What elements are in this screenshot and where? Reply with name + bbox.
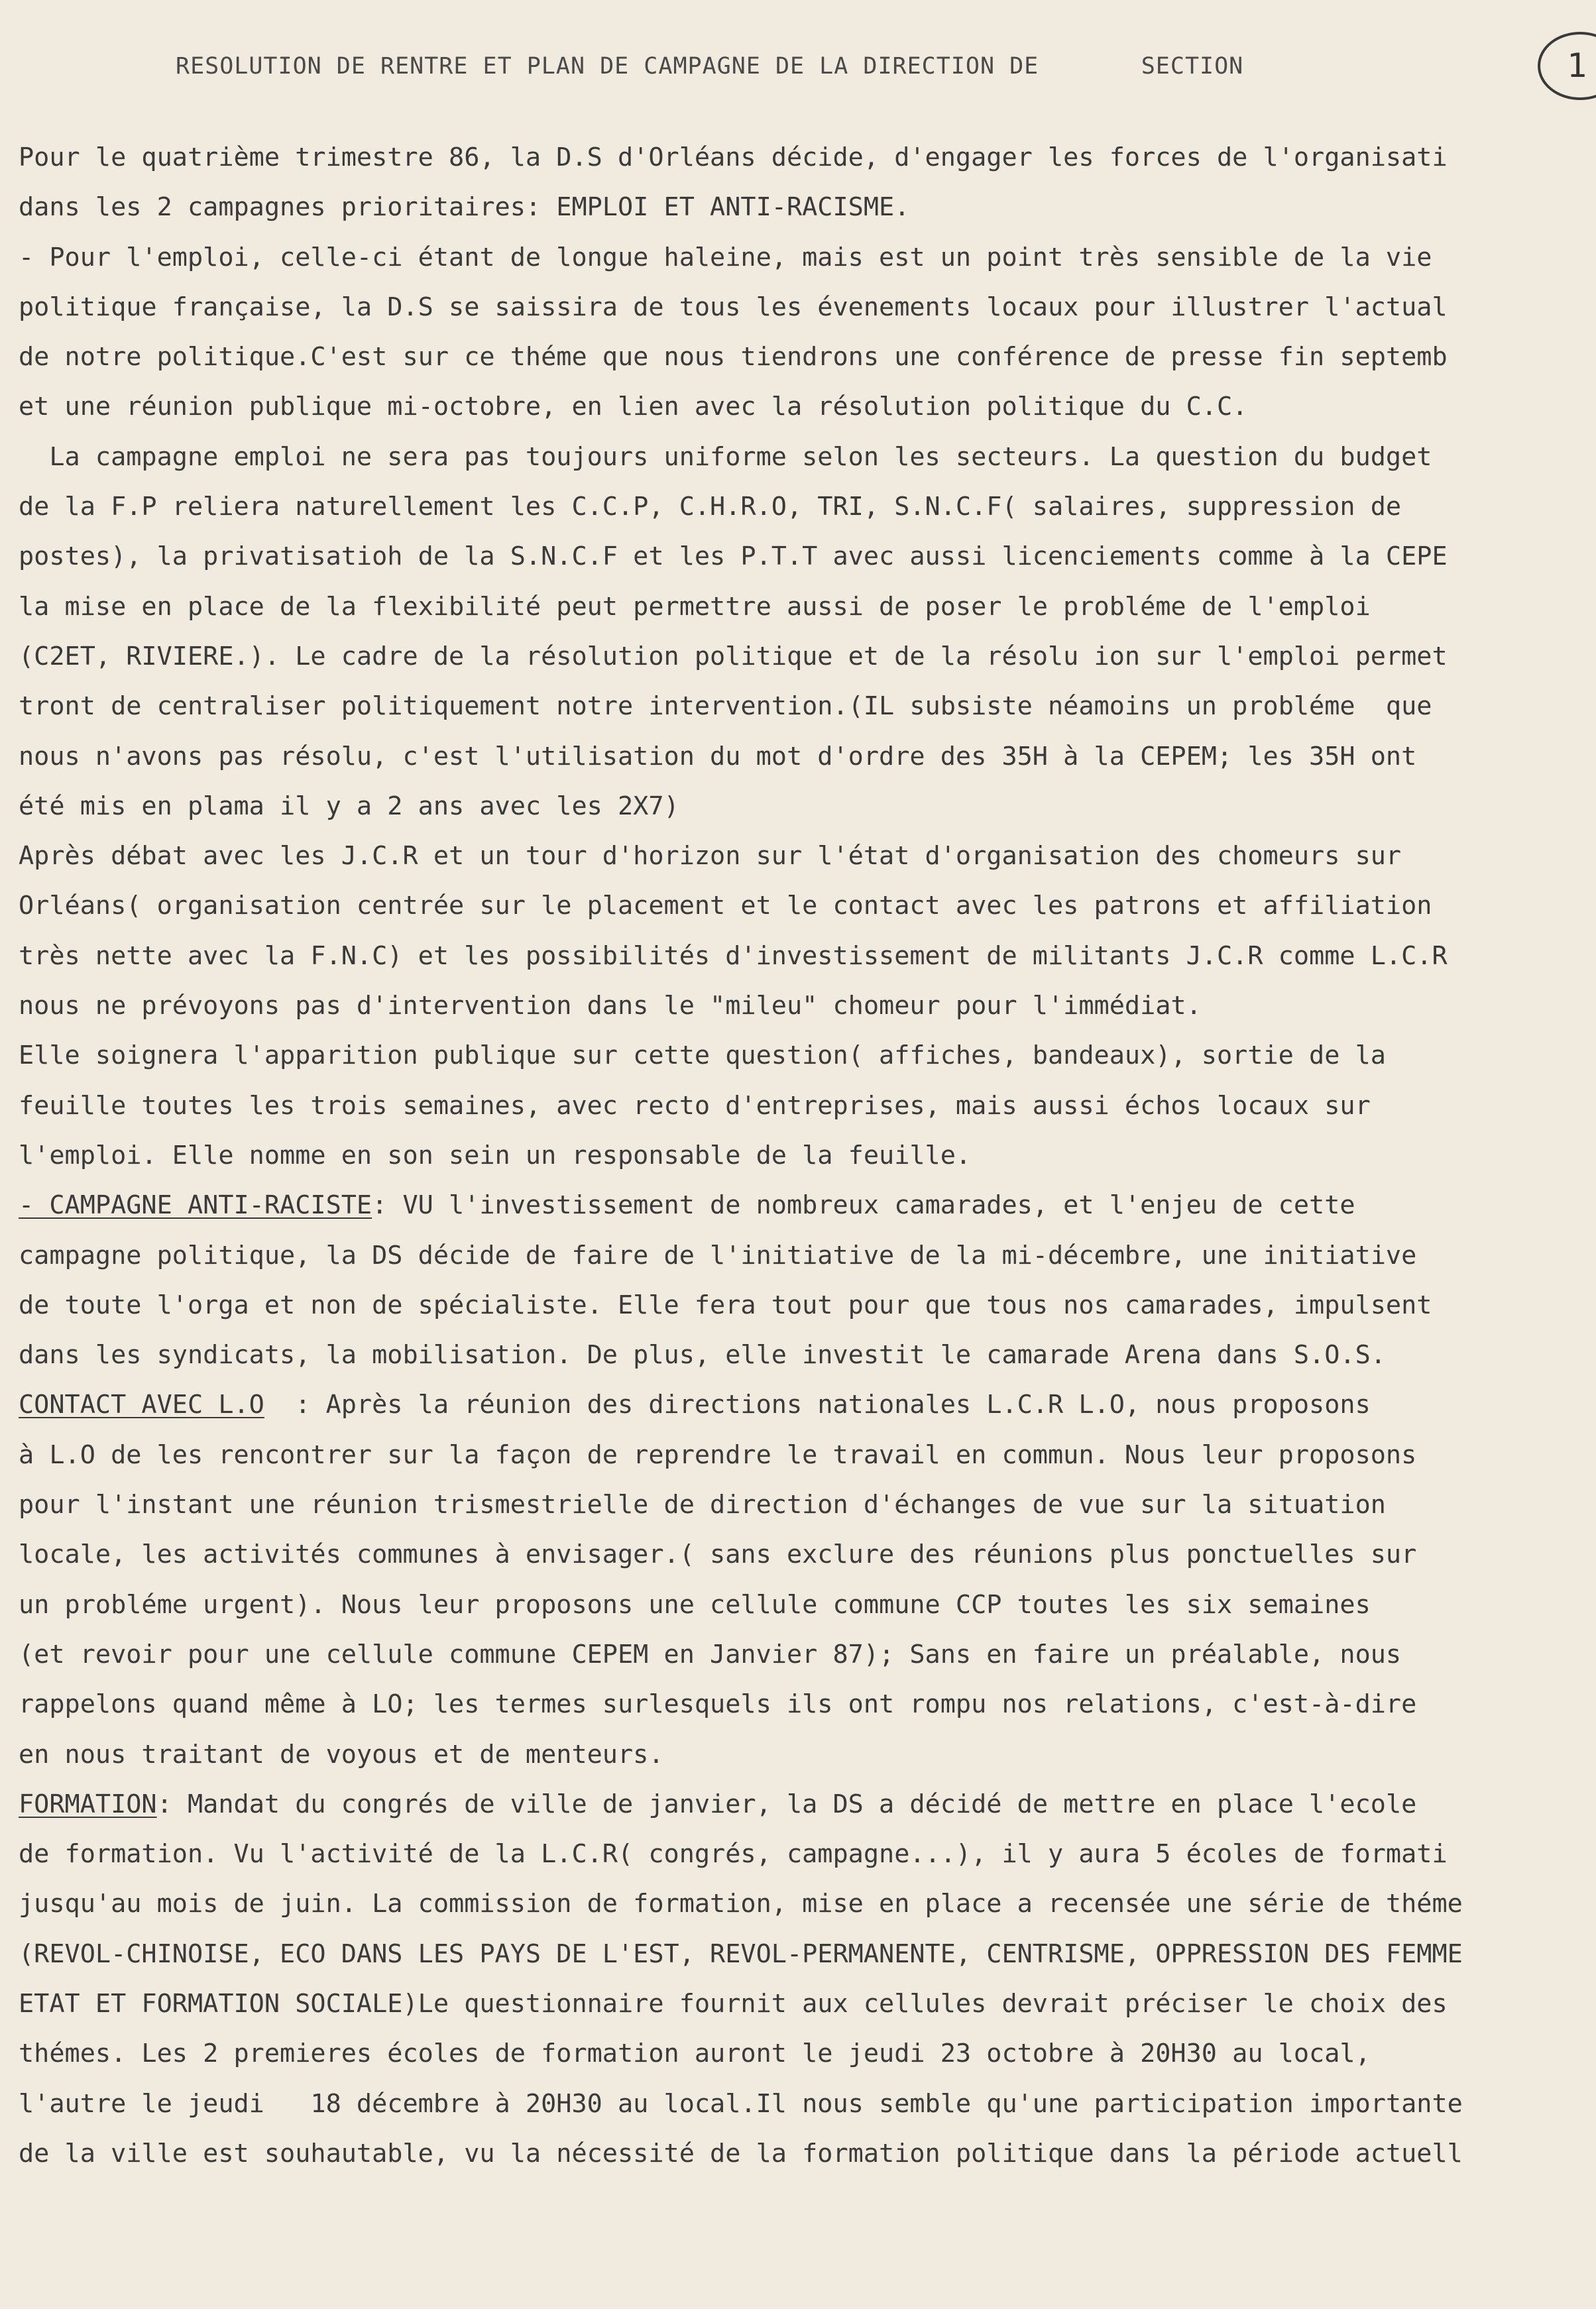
text-line: Après débat avec les J.C.R et un tour d'horizon sur l'état d'organisation des chomeurs sur — [19, 841, 1402, 872]
text-line: Orléans( organisation centrée sur le placement et le contact avec les patrons et affiliation — [19, 891, 1432, 921]
text-line: locale, les activités communes à envisager.( sans exclure des réunions plus ponctuelles sur — [19, 1540, 1417, 1570]
text-line: très nette avec la F.N.C) et les possibilités d'investissement de militants J.C.R comme L.C.R — [19, 940, 1448, 971]
text-line: l'emploi. Elle nomme en son sein un responsable de la feuille. — [19, 1140, 972, 1170]
text-line: (C2ET, RIVIERE.). Le cadre de la résolution politique et de la résolu ion sur l'emploi permet — [19, 641, 1448, 671]
text-line: rappelons quand même à LO; les termes surlesquels ils ont rompu nos relations, c'est-à-dire — [19, 1689, 1417, 1720]
text-line: feuille toutes les trois semaines, avec recto d'entreprises, mais aussi échos locaux sur — [19, 1090, 1371, 1121]
text-line: Pour le quatrième trimestre 86, la D.S d'Orléans décide, d'engager les forces de l'organisati — [19, 142, 1448, 172]
text-line: campagne politique, la DS décide de faire de l'initiative de la mi-décembre, une initiative — [19, 1240, 1417, 1270]
text-line: - Pour l'emploi, celle-ci étant de longue haleine, mais est un point très sensible de la vie — [19, 242, 1432, 272]
text-line: de formation. Vu l'activité de la L.C.R( congrés, campagne...), il y aura 5 écoles de formati — [19, 1839, 1448, 1870]
text-line: de toute l'orga et non de spécialiste. Elle fera tout pour que tous nos camarades, impulsent — [19, 1290, 1432, 1320]
text-line: postes), la privatisatioh de la S.N.C.F et les P.T.T avec aussi licenciements comme à la CEPE — [19, 541, 1448, 572]
text-line: CONTACT AVEC L.O : Après la réunion des directions nationales L.C.R L.O, nous proposons — [19, 1390, 1371, 1420]
text-line: l'autre le jeudi 18 décembre à 20H30 au local.Il nous semble qu'une participation importante — [19, 2088, 1463, 2119]
text-line: thémes. Les 2 premieres écoles de formation auront le jeudi 23 octobre à 20H30 au local, — [19, 2039, 1371, 2069]
text-line: (REVOL-CHINOISE, ECO DANS LES PAYS DE L'EST, REVOL-PERMANENTE, CENTRISME, OPPRESSION DES FEMME — [19, 1939, 1463, 1969]
text-line: jusqu'au mois de juin. La commission de formation, mise en place a recensée une série de théme — [19, 1889, 1463, 1919]
text-line: pour l'instant une réunion trismestrielle de direction d'échanges de vue sur la situation — [19, 1490, 1386, 1520]
text-line: dans les 2 campagnes prioritaires: EMPLOI ET ANTI-RACISME. — [19, 192, 910, 223]
document-title: RESOLUTION DE RENTRE ET PLAN DE CAMPAGNE DE LA DIRECTION DE SECTION — [176, 53, 1244, 80]
text-line: ETAT ET FORMATION SOCIALE)Le questionnaire fournit aux cellules devrait préciser le choix des — [19, 1988, 1448, 2019]
text-line: nous n'avons pas résolu, c'est l'utilisation du mot d'ordre des 35H à la CEPEM; les 35H ont — [19, 741, 1417, 771]
text-line: tront de centraliser politiquement notre intervention.(IL subsiste néamoins un probléme que — [19, 691, 1432, 722]
section-heading: FORMATION — [19, 1789, 157, 1819]
section-heading: CONTACT AVEC L.O — [19, 1390, 264, 1420]
text-line: de la ville est souhautable, vu la nécessité de la formation politique dans la période actuell — [19, 2138, 1463, 2168]
text-line: (et revoir pour une cellule commune CEPEM en Janvier 87); Sans en faire un préalable, nous — [19, 1639, 1402, 1669]
text-line: été mis en plama il y a 2 ans avec les 2X7) — [19, 791, 679, 821]
text-line: politique française, la D.S se saissira de tous les évenements locaux pour illustrer l'actual — [19, 292, 1448, 322]
page-number-circled: 1 — [1538, 32, 1596, 100]
text-line: - CAMPAGNE ANTI-RACISTE: VU l'investissement de nombreux camarades, et l'enjeu de cette — [19, 1190, 1355, 1221]
text-line: FORMATION: Mandat du congrés de ville de janvier, la DS a décidé de mettre en place l'ecole — [19, 1789, 1417, 1819]
text-line: nous ne prévoyons pas d'intervention dans le "mileu" chomeur pour l'immédiat. — [19, 991, 1202, 1021]
text-line: de notre politique.C'est sur ce théme que nous tiendrons une conférence de presse fin septemb — [19, 342, 1448, 372]
text-line: de la F.P reliera naturellement les C.C.P, C.H.R.O, TRI, S.N.C.F( salaires, suppression de — [19, 492, 1402, 522]
text-line: la mise en place de la flexibilité peut permettre aussi de poser le probléme de l'emploi — [19, 591, 1371, 622]
text-line: à L.O de les rencontrer sur la façon de reprendre le travail en commun. Nous leur proposons — [19, 1439, 1417, 1470]
text-line: et une réunion publique mi-octobre, en lien avec la résolution politique du C.C. — [19, 392, 1248, 422]
text-line: Elle soignera l'apparition publique sur cette question( affiches, bandeaux), sortie de la — [19, 1041, 1386, 1071]
text-line: dans les syndicats, la mobilisation. De plus, elle investit le camarade Arena dans S.O.S. — [19, 1340, 1386, 1371]
document-body — [19, 133, 1596, 2178]
text-line: un probléme urgent). Nous leur proposons une cellule commune CCP toutes les six semaines — [19, 1589, 1371, 1620]
section-heading: - CAMPAGNE ANTI-RACISTE — [19, 1190, 372, 1221]
text-line: La campagne emploi ne sera pas toujours uniforme selon les secteurs. La question du budget — [19, 441, 1432, 472]
text-line: en nous traitant de voyous et de menteurs. — [19, 1739, 664, 1770]
